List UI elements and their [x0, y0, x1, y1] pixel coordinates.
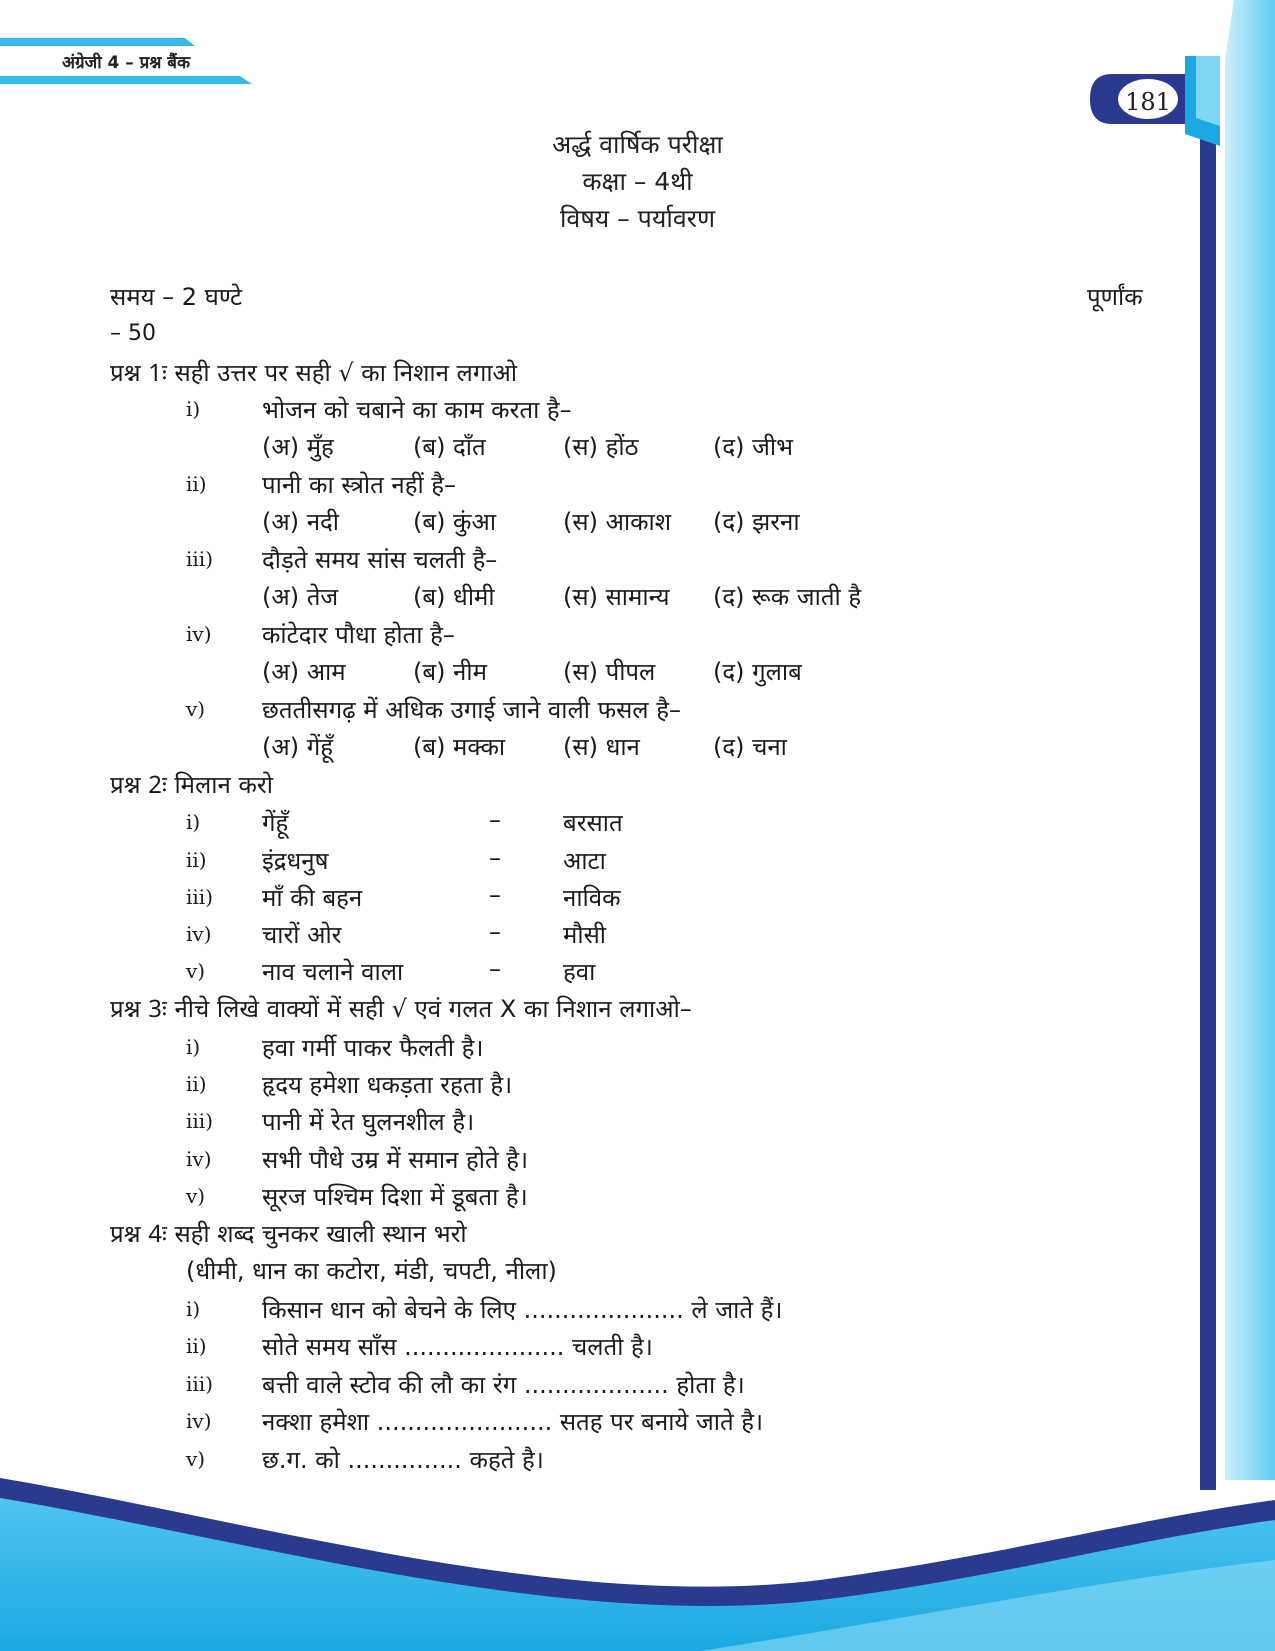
q2-left-term: गेंहूँ [262, 809, 289, 837]
q1-option: (ब) मक्का [413, 733, 506, 761]
q2-right-term: हवा [563, 958, 596, 986]
q1-item-text: भोजन को चबाने का काम करता है– [262, 396, 572, 424]
q4-sentence: छ.ग. को ............... कहते है। [262, 1446, 544, 1474]
q2-item-number: iii) [186, 885, 213, 909]
q1-option: (ब) कुंआ [413, 508, 497, 536]
q4-item-number: ii) [186, 1334, 207, 1358]
q1-item-number: iv) [186, 622, 212, 646]
q1-option: (अ) मुँह [262, 433, 334, 461]
marks-label: पूर्णांक [1087, 283, 1143, 311]
q1-item-number: v) [186, 697, 206, 721]
q4-sentence: सोते समय साँस ..................... चलती है। [262, 1333, 653, 1361]
q3-heading: प्रश्न 3ः नीचे लिखे वाक्यों में सही √ एवं गलत X का निशान लगाओ– [110, 995, 692, 1023]
q2-dash: – [489, 806, 501, 834]
q1-item-text: छततीसगढ़ में अधिक उगाई जाने वाली फसल है– [262, 696, 681, 724]
q2-item-number: i) [186, 810, 201, 834]
q3-statement: हवा गर्मी पाकर फैलती है। [262, 1034, 484, 1062]
time-label: समय – 2 घण्टे [110, 283, 243, 311]
q2-left-term: चारों ओर [262, 921, 342, 949]
q2-dash: – [489, 955, 501, 983]
q1-option: (ब) नीम [413, 658, 487, 686]
q4-item-number: iv) [186, 1409, 212, 1433]
q1-item-number: i) [186, 397, 201, 421]
header-stripe [0, 76, 252, 84]
q1-option: (स) पीपल [563, 658, 656, 686]
q2-right-term: मौसी [563, 921, 607, 949]
q2-dash: – [489, 918, 501, 946]
q2-right-term: नाविक [563, 884, 621, 912]
q4-sentence: किसान धान को बेचने के लिए ..................... ले जाते हैं। [262, 1296, 783, 1324]
q1-option: (स) आकाश [563, 508, 672, 536]
q1-item-text: कांटेदार पौधा होता है– [262, 621, 455, 649]
q1-heading: प्रश्न 1ः सही उत्तर पर सही √ का निशान लगाओ [110, 359, 518, 387]
page-number: 181 [1125, 88, 1171, 116]
q2-item-number: v) [186, 959, 206, 983]
q1-option: (स) धान [563, 733, 640, 761]
q4-sentence: नक्शा हमेशा ....................... सतह पर बनाये जाते है। [262, 1408, 764, 1436]
q3-item-number: iii) [186, 1109, 213, 1133]
q3-statement: सभी पौधे उम्र में समान होते है। [262, 1146, 529, 1174]
q3-statement: पानी में रेत घुलनशील है। [262, 1108, 475, 1136]
page-tab-fold-light [1196, 56, 1220, 126]
q4-item-number: i) [186, 1297, 201, 1321]
q4-item-number: v) [186, 1447, 206, 1471]
q3-item-number: i) [186, 1035, 201, 1059]
q1-item-text: दौड़ते समय सांस चलती है– [262, 546, 498, 574]
book-title: अंग्रेजी 4 – प्रश्न बैंक [62, 53, 191, 73]
class-line: कक्षा – 4थी [582, 167, 693, 196]
q2-item-number: iv) [186, 922, 212, 946]
q1-option: (अ) गेंहूँ [262, 733, 333, 761]
q4-heading: प्रश्न 4ः सही शब्द चुनकर खाली स्थान भरो [110, 1220, 467, 1248]
q2-left-term: इंद्रधनुष [262, 847, 329, 875]
q3-item-number: iv) [186, 1147, 212, 1171]
q1-option: (द) गुलाब [713, 658, 802, 686]
q1-item-number: iii) [186, 547, 213, 571]
q1-option: (अ) नदी [262, 508, 339, 536]
q2-left-term: माँ की बहन [262, 884, 363, 912]
subject-line: विषय – पर्यावरण [559, 204, 716, 233]
q1-option: (ब) धीमी [413, 583, 495, 611]
q1-item-number: ii) [186, 472, 207, 496]
q2-heading: प्रश्न 2ः मिलान करो [110, 771, 273, 799]
q3-item-number: ii) [186, 1072, 207, 1096]
q3-item-number: v) [186, 1184, 206, 1208]
q1-option: (द) जीभ [713, 433, 793, 461]
q2-right-term: बरसात [563, 809, 623, 837]
q1-option: (द) झरना [713, 508, 800, 536]
q1-option: (अ) आम [262, 658, 346, 686]
exam-name: अर्द्ध वार्षिक परीक्षा [552, 130, 723, 159]
q2-right-term: आटा [563, 847, 606, 875]
marks-value: – 50 [110, 321, 156, 346]
q1-option: (अ) तेज [262, 583, 339, 611]
q1-option: (ब) दाँत [413, 433, 486, 461]
q4-item-number: iii) [186, 1372, 213, 1396]
q1-item-text: पानी का स्त्रोत नहीं है– [262, 471, 457, 499]
q4-word-bank: (धीमी, धान का कटोरा, मंडी, चपटी, नीला) [186, 1257, 557, 1285]
q3-statement: सूरज पश्चिम दिशा में डूबता है। [262, 1183, 528, 1211]
q1-option: (स) होंठ [563, 433, 639, 461]
q2-dash: – [489, 844, 501, 872]
q1-option: (द) चना [713, 733, 787, 761]
right-navy-bar [1200, 60, 1216, 1490]
q2-item-number: ii) [186, 848, 207, 872]
q2-dash: – [489, 881, 501, 909]
q3-statement: हृदय हमेशा धकड़ता रहता है। [262, 1071, 513, 1099]
q4-sentence: बत्ती वाले स्टोव की लौ का रंग ................... होता है। [262, 1371, 745, 1399]
q1-option: (द) रूक जाती है [713, 583, 862, 611]
q1-option: (स) सामान्य [563, 583, 670, 611]
q2-left-term: नाव चलाने वाला [262, 958, 404, 986]
header-stripe [0, 38, 195, 46]
